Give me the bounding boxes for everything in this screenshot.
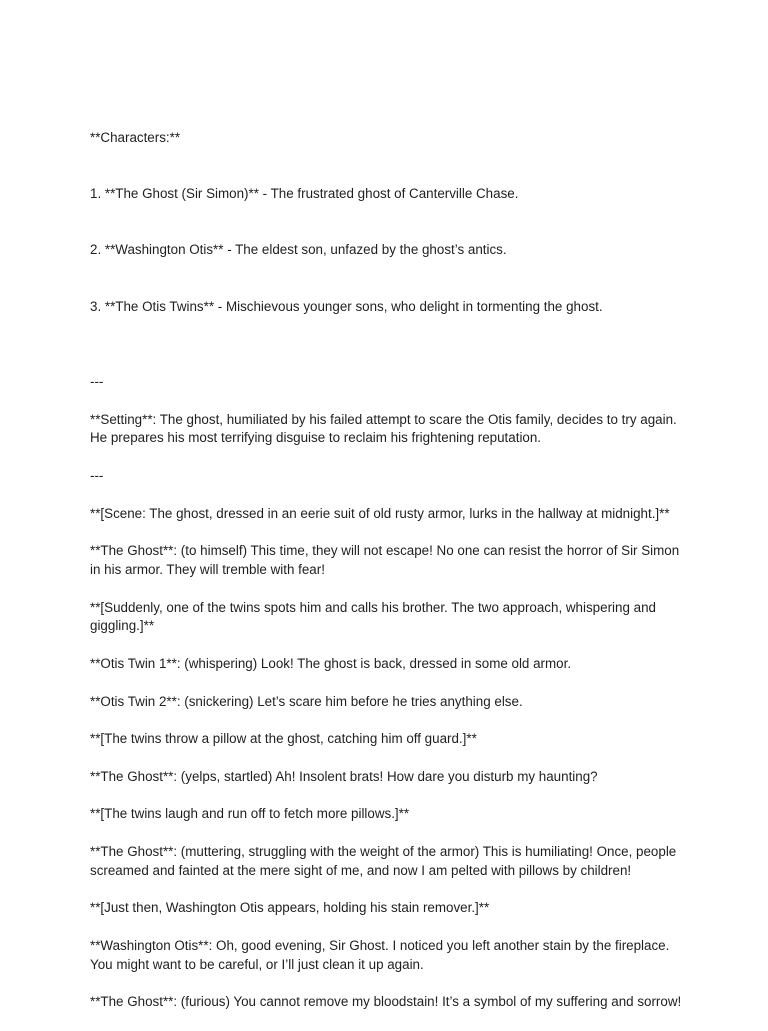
dialogue-line: **The Ghost**: (yelps, startled) Ah! Insolent brats! How dare you disturb my haunting? (90, 768, 598, 784)
separator: --- (90, 373, 104, 389)
separator: --- (90, 467, 104, 483)
character-item: 3. **The Otis Twins** - Mischievous younger sons, who delight in tormenting the ghost. (90, 298, 603, 314)
stage-direction: **[Scene: The ghost, dressed in an eerie suit of old rusty armor, lurks in the hallway at midnight.]** (90, 505, 670, 521)
character-item: 2. **Washington Otis** - The eldest son, unfazed by the ghost’s antics. (90, 242, 507, 258)
dialogue-line: **The Ghost**: (furious) You cannot remove my bloodstain! It’s a symbol of my suffering and sorrow! (90, 994, 682, 1010)
dialogue-line: **Otis Twin 1**: (whispering) Look! The ghost is back, dressed in some old armor. (90, 655, 572, 671)
dialogue-line: **Otis Twin 2**: (snickering) Let’s scare him before he tries anything else. (90, 693, 523, 709)
dialogue-line: **Washington Otis**: Oh, good evening, Sir Ghost. I noticed you left another stain by the fireplace. You might want to be careful, or I’ll just clean it up again. (90, 937, 673, 972)
setting-paragraph: **Setting**: The ghost, humiliated by his failed attempt to scare the Otis family, decides to try again. He prepares his most terrifying disguise to reclaim his frightening reputation. (90, 411, 681, 446)
stage-direction: **[Suddenly, one of the twins spots him and calls his brother. The two approach, whispering and giggling.]** (90, 599, 660, 634)
dialogue-line: **The Ghost**: (to himself) This time, they will not escape! No one can resist the horror of Sir Simon in his armor. They will tremble with fear! (90, 543, 683, 577)
stage-direction: **[The twins laugh and run off to fetch more pillows.]** (90, 806, 410, 822)
stage-direction: **[The twins throw a pillow at the ghost, catching him off guard.]** (90, 731, 477, 747)
dialogue-line: **The Ghost**: (muttering, struggling with the weight of the armor) This is humiliating! Once, people screamed and fainted at the mere sight of me, and now I am pelted with pillows by children! (90, 843, 680, 878)
character-item: 1. **The Ghost (Sir Simon)** - The frustrated ghost of Canterville Chase. (90, 185, 519, 201)
characters-section (90, 91, 690, 354)
document-body (90, 91, 690, 1031)
characters-heading: **Characters:** (90, 129, 181, 145)
stage-direction: **[Just then, Washington Otis appears, holding his stain remover.]** (90, 900, 490, 916)
